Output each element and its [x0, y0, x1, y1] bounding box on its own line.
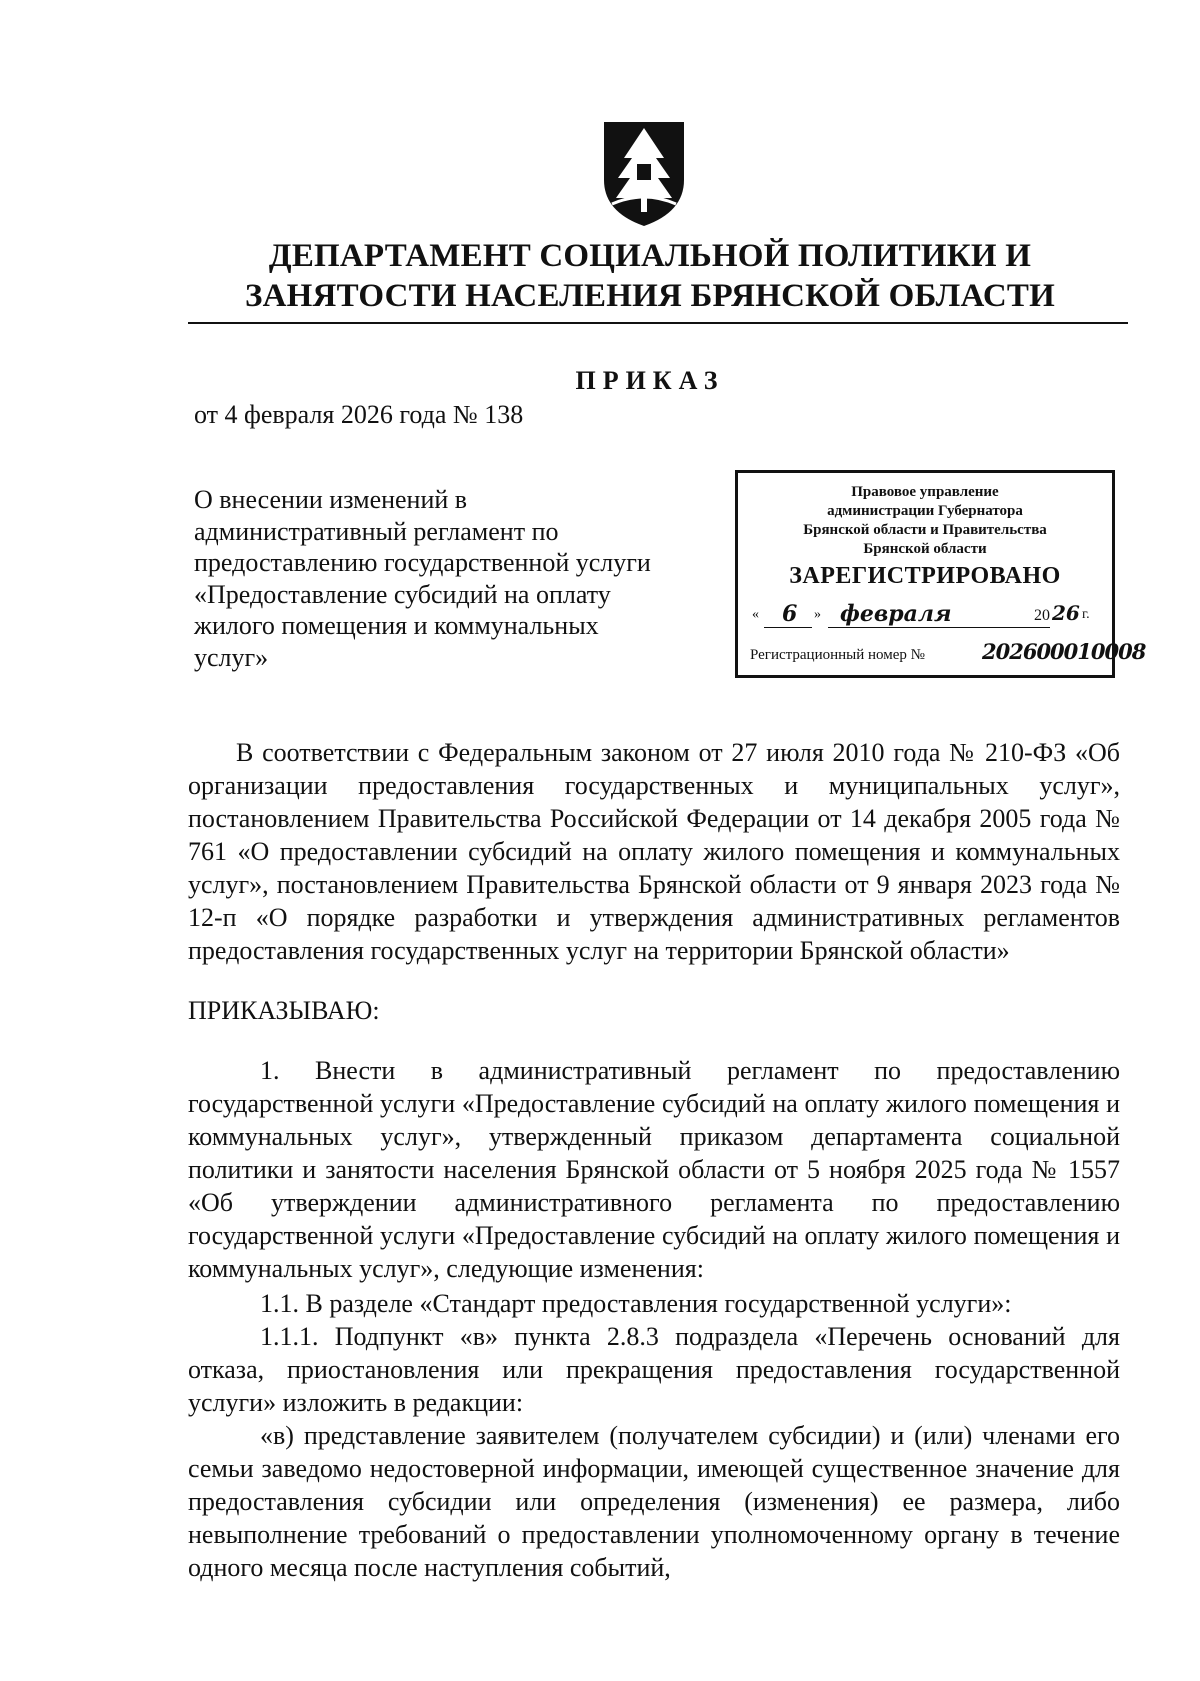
stamp-close-quote: »: [814, 607, 821, 622]
subject-line: предоставлению государственной услуги: [194, 548, 651, 577]
subject-line: административный регламент по: [194, 516, 559, 546]
stamp-line: Брянской области и Правительства: [803, 522, 1047, 538]
stamp-year-unit: г.: [1082, 607, 1090, 622]
subject-line: «Предоставление субсидий на оплату: [194, 579, 611, 609]
stamp-year-suffix: 26: [1052, 601, 1080, 625]
stamp-line: администрации Губернатора: [827, 503, 1023, 519]
department-title-line-2: ЗАНЯТОСТИ НАСЕЛЕНИЯ БРЯНСКОЙ ОБЛАСТИ: [245, 278, 1055, 314]
stamp-day-underline: [764, 627, 812, 628]
order-word: ПРИКАЗЫВАЮ:: [188, 996, 380, 1025]
stamp-open-quote: «: [752, 607, 759, 622]
stamp-month: февраля: [840, 601, 952, 627]
subject-line: услуг»: [194, 642, 269, 672]
subject-line: жилого помещения и коммунальных: [194, 611, 599, 640]
stamp-month-underline: [828, 627, 1050, 628]
order-date-number: от 4 февраля 2026 года № 138: [194, 400, 524, 429]
registration-stamp: [735, 470, 1146, 678]
stamp-day: 6: [782, 601, 798, 627]
department-title-line-1: ДЕПАРТАМЕНТ СОЦИАЛЬНОЙ ПОЛИТИКИ И: [268, 238, 1032, 274]
item-v-paragraph: «в) представление заявителем (получателем субсидии) и (или) членами его семьи заведомо недостоверной информации, имеющей существенное значение для предоставления субсидии или определения (изменения) ее размера, либо невыполнение требований о предоставлении уполномоченному органу в течение одного месяца после наступления событий,: [188, 1421, 1120, 1582]
subject-line: О внесении изменений в: [194, 485, 468, 514]
stamp-year-prefix: 20: [1034, 607, 1050, 624]
header-divider: [188, 322, 1128, 324]
order-title: ПРИКАЗ: [575, 366, 725, 395]
stamp-line: Правовое управление: [851, 484, 999, 500]
stamp-registration-number: 202600010008: [982, 639, 1146, 664]
stamp-registration-label: Регистрационный номер №: [750, 647, 925, 663]
stamp-line: Брянской области: [863, 541, 987, 557]
stamp-date-row: [752, 601, 1102, 631]
preamble-paragraph: В соответствии с Федеральным законом от 27 июля 2010 года № 210-ФЗ «Об организации предоставления государственных и муниципальных услуг», постановлением Правительства Российской Федерации от 14 декабря 2005 года № 761 «О предоставлении субсидий на оплату жилого помещения и коммунальных услуг», постановлением Правительства Брянской области от 9 января 2023 года № 12-п «О порядке разработки и утверждения административных регламентов предоставления государственных услуг на территории Брянской области»: [188, 738, 1120, 965]
stamp-registered-label: ЗАРЕГИСТРИРОВАНО: [789, 563, 1061, 589]
stamp-registration-row: [750, 639, 1146, 669]
bryansk-coat-of-arms-icon: [598, 118, 690, 230]
item-1-1-paragraph: 1.1. В разделе «Стандарт предоставления государственной услуги»:: [260, 1289, 1012, 1318]
item-1-paragraph: 1. Внести в административный регламент по предоставлению государственной услуги «Предоставление субсидий на оплату жилого помещения и коммунальных услуг», утвержденный приказом департамента социальной политики и занятости населения Брянской области от 5 ноября 2025 года № 1557 «Об утверждении административного регламента по предоставлению государственной услуги «Предоставление субсидий на оплату жилого помещения и коммунальных услуг», следующие изменения:: [188, 1056, 1120, 1283]
order-subject: [194, 484, 714, 673]
item-1-1-1-paragraph: 1.1.1. Подпункт «в» пункта 2.8.3 подраздела «Перечень оснований для отказа, приостановления или прекращения предоставления государственной услуги» изложить в редакции:: [188, 1322, 1120, 1417]
